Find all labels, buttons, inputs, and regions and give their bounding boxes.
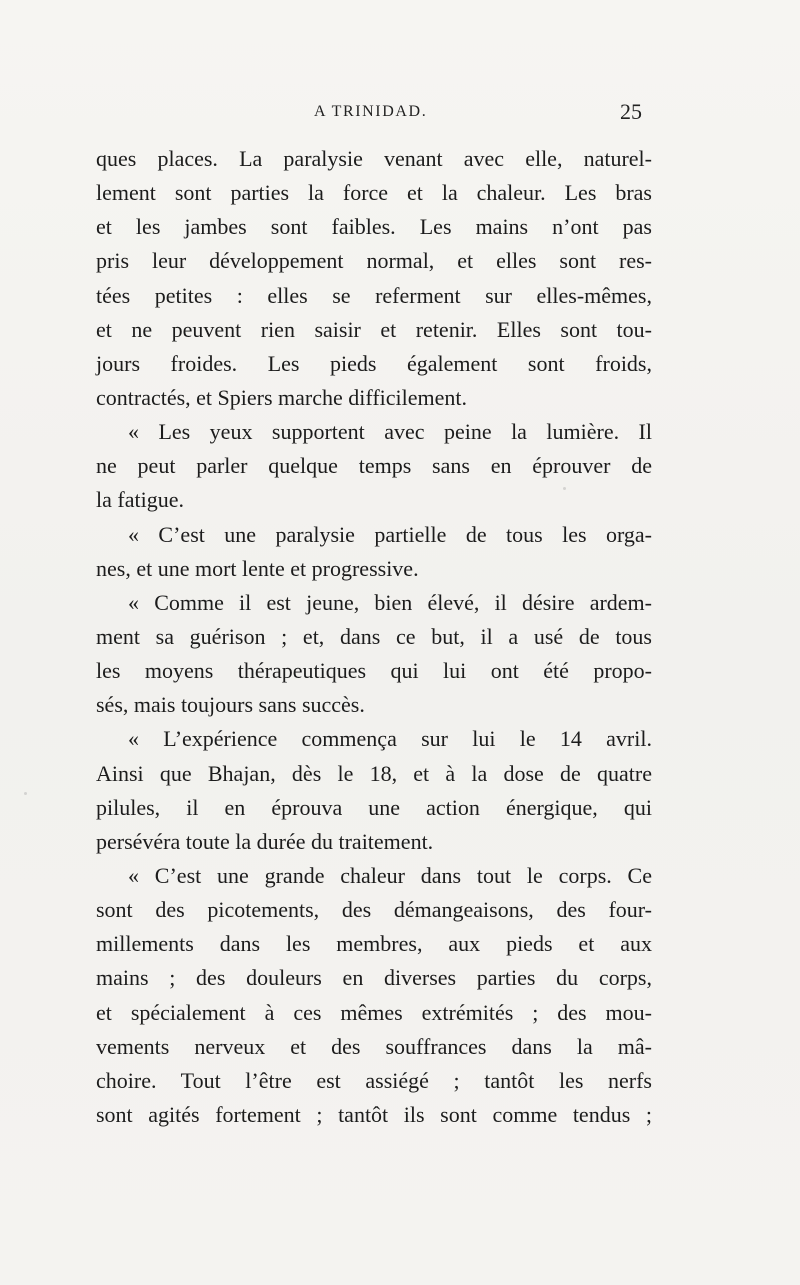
text-line-content: vements nerveux et des souffrances dans la mâ- — [96, 1033, 652, 1059]
print-speck — [563, 487, 566, 490]
text-line — [96, 518, 652, 552]
text-line — [96, 688, 652, 722]
text-line-content: pris leur développement normal, et elles sont res- — [96, 248, 652, 274]
text-line — [96, 791, 652, 825]
text-line-content: mains ; des douleurs en diverses parties du corps, — [96, 965, 652, 991]
text-line-content: et ne peuvent rien saisir et retenir. Elles sont tou- — [96, 316, 652, 342]
text-line — [96, 142, 652, 176]
text-line-content: sont agités fortement ; tantôt ils sont comme tendus ; — [96, 1101, 652, 1127]
text-line-content: pilules, il en éprouva une action énergique, qui — [96, 794, 652, 820]
text-line — [96, 313, 652, 347]
text-line — [96, 927, 652, 961]
body-text — [96, 142, 652, 1132]
page-number: 25 — [620, 99, 642, 124]
text-line-content: jours froides. Les pieds également sont froids, — [96, 350, 652, 376]
text-line — [96, 996, 652, 1030]
text-line-content: choire. Tout l’être est assiégé ; tantôt les nerfs — [96, 1067, 652, 1093]
text-line — [96, 825, 652, 859]
text-line — [96, 1064, 652, 1098]
text-line-content: Ainsi que Bhajan, dès le 18, et à la dose de quatre — [96, 760, 652, 786]
text-line — [96, 210, 652, 244]
text-line-content: contractés, et Spiers marche difficilement. — [96, 384, 468, 410]
text-line — [96, 859, 652, 893]
page-header — [0, 99, 800, 131]
text-line-content: ne peut parler quelque temps sans en éprouver de — [96, 453, 652, 479]
text-line — [96, 961, 652, 995]
text-line — [96, 722, 652, 756]
text-line — [96, 586, 652, 620]
running-title: A TRINIDAD. — [314, 103, 428, 120]
text-line — [96, 176, 652, 210]
text-line — [96, 415, 652, 449]
text-line — [96, 620, 652, 654]
text-line-content: et les jambes sont faibles. Les mains n’ont pas — [96, 214, 652, 240]
text-line — [96, 757, 652, 791]
text-line-content: sont des picotements, des démangeaisons, des four- — [96, 897, 652, 923]
text-line-content: « Comme il est jeune, bien élevé, il désire ardem- — [128, 589, 652, 615]
text-line-content: et spécialement à ces mêmes extrémités ; des mou- — [96, 999, 652, 1025]
text-line — [96, 1098, 652, 1132]
text-line-content: nes, et une mort lente et progressive. — [96, 555, 419, 581]
text-line-content: « C’est une grande chaleur dans tout le corps. Ce — [128, 862, 652, 888]
text-line-content: lement sont parties la force et la chaleur. Les bras — [96, 180, 652, 206]
text-line-content: tées petites : elles se referment sur elles-mêmes, — [96, 282, 652, 308]
text-line-content: sés, mais toujours sans succès. — [96, 692, 365, 718]
text-line — [96, 279, 652, 313]
text-line-content: persévéra toute la durée du traitement. — [96, 828, 434, 854]
text-line — [96, 654, 652, 688]
text-line — [96, 381, 652, 415]
text-line-content: « C’est une paralysie partielle de tous les orga- — [128, 521, 652, 547]
text-line-content: « L’expérience commença sur lui le 14 avril. — [128, 726, 652, 752]
text-line-content: millements dans les membres, aux pieds et aux — [96, 931, 652, 957]
text-line — [96, 552, 652, 586]
text-line — [96, 244, 652, 278]
text-line — [96, 1030, 652, 1064]
text-line-content: « Les yeux supportent avec peine la lumière. Il — [128, 419, 652, 445]
text-line-content: ment sa guérison ; et, dans ce but, il a usé de tous — [96, 623, 652, 649]
text-line — [96, 449, 652, 483]
text-line-content: les moyens thérapeutiques qui lui ont été propo- — [96, 658, 652, 684]
text-line-content: la fatigue. — [96, 487, 184, 513]
text-line — [96, 483, 652, 517]
text-line — [96, 893, 652, 927]
print-speck — [24, 792, 27, 795]
text-line — [96, 347, 652, 381]
text-line-content: ques places. La paralysie venant avec elle, naturel- — [96, 146, 652, 171]
